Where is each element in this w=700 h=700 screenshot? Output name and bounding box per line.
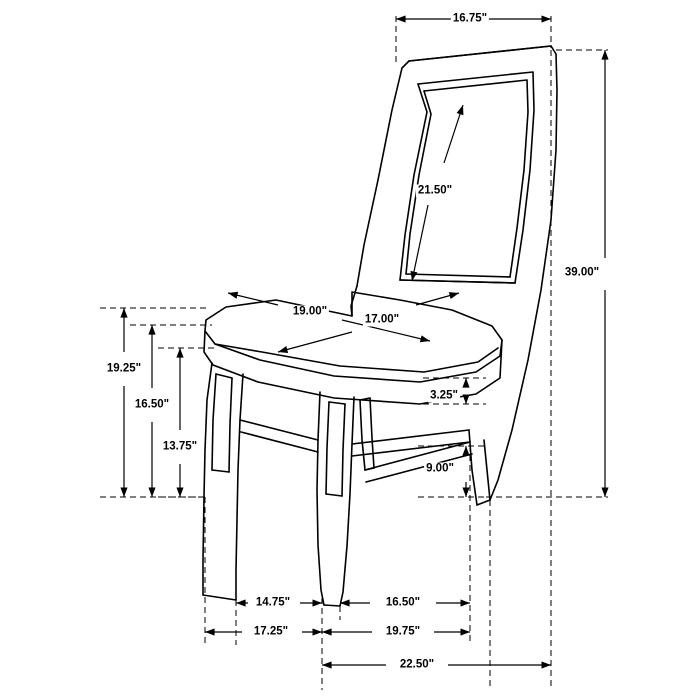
dim-backrest-height: 21.50"	[417, 184, 453, 197]
dim-seat-thickness: 3.25"	[430, 389, 458, 402]
dim-rear-stretcher-height: 9.00"	[426, 462, 454, 475]
dim-stretcher-height: 13.75"	[162, 440, 198, 453]
extension-lines	[100, 16, 608, 690]
dim-seat-height: 19.25"	[106, 362, 142, 375]
dim-overall-depth: 22.50"	[399, 658, 435, 671]
dim-seat-front-height: 16.50"	[134, 398, 170, 411]
dim-overall-height: 39.00"	[564, 266, 600, 279]
dim-base-front-depth: 17.25"	[253, 625, 289, 638]
dim-rear-leg-depth: 16.50"	[385, 596, 421, 609]
dim-seat-width-diagonal: 19.00"	[292, 305, 328, 318]
dim-base-rear-depth: 19.75"	[385, 625, 421, 638]
dim-front-leg-offset: 14.75"	[255, 596, 291, 609]
dim-backrest-top-width: 16.75"	[452, 12, 488, 25]
dim-seat-depth-diagonal: 17.00"	[364, 313, 400, 326]
